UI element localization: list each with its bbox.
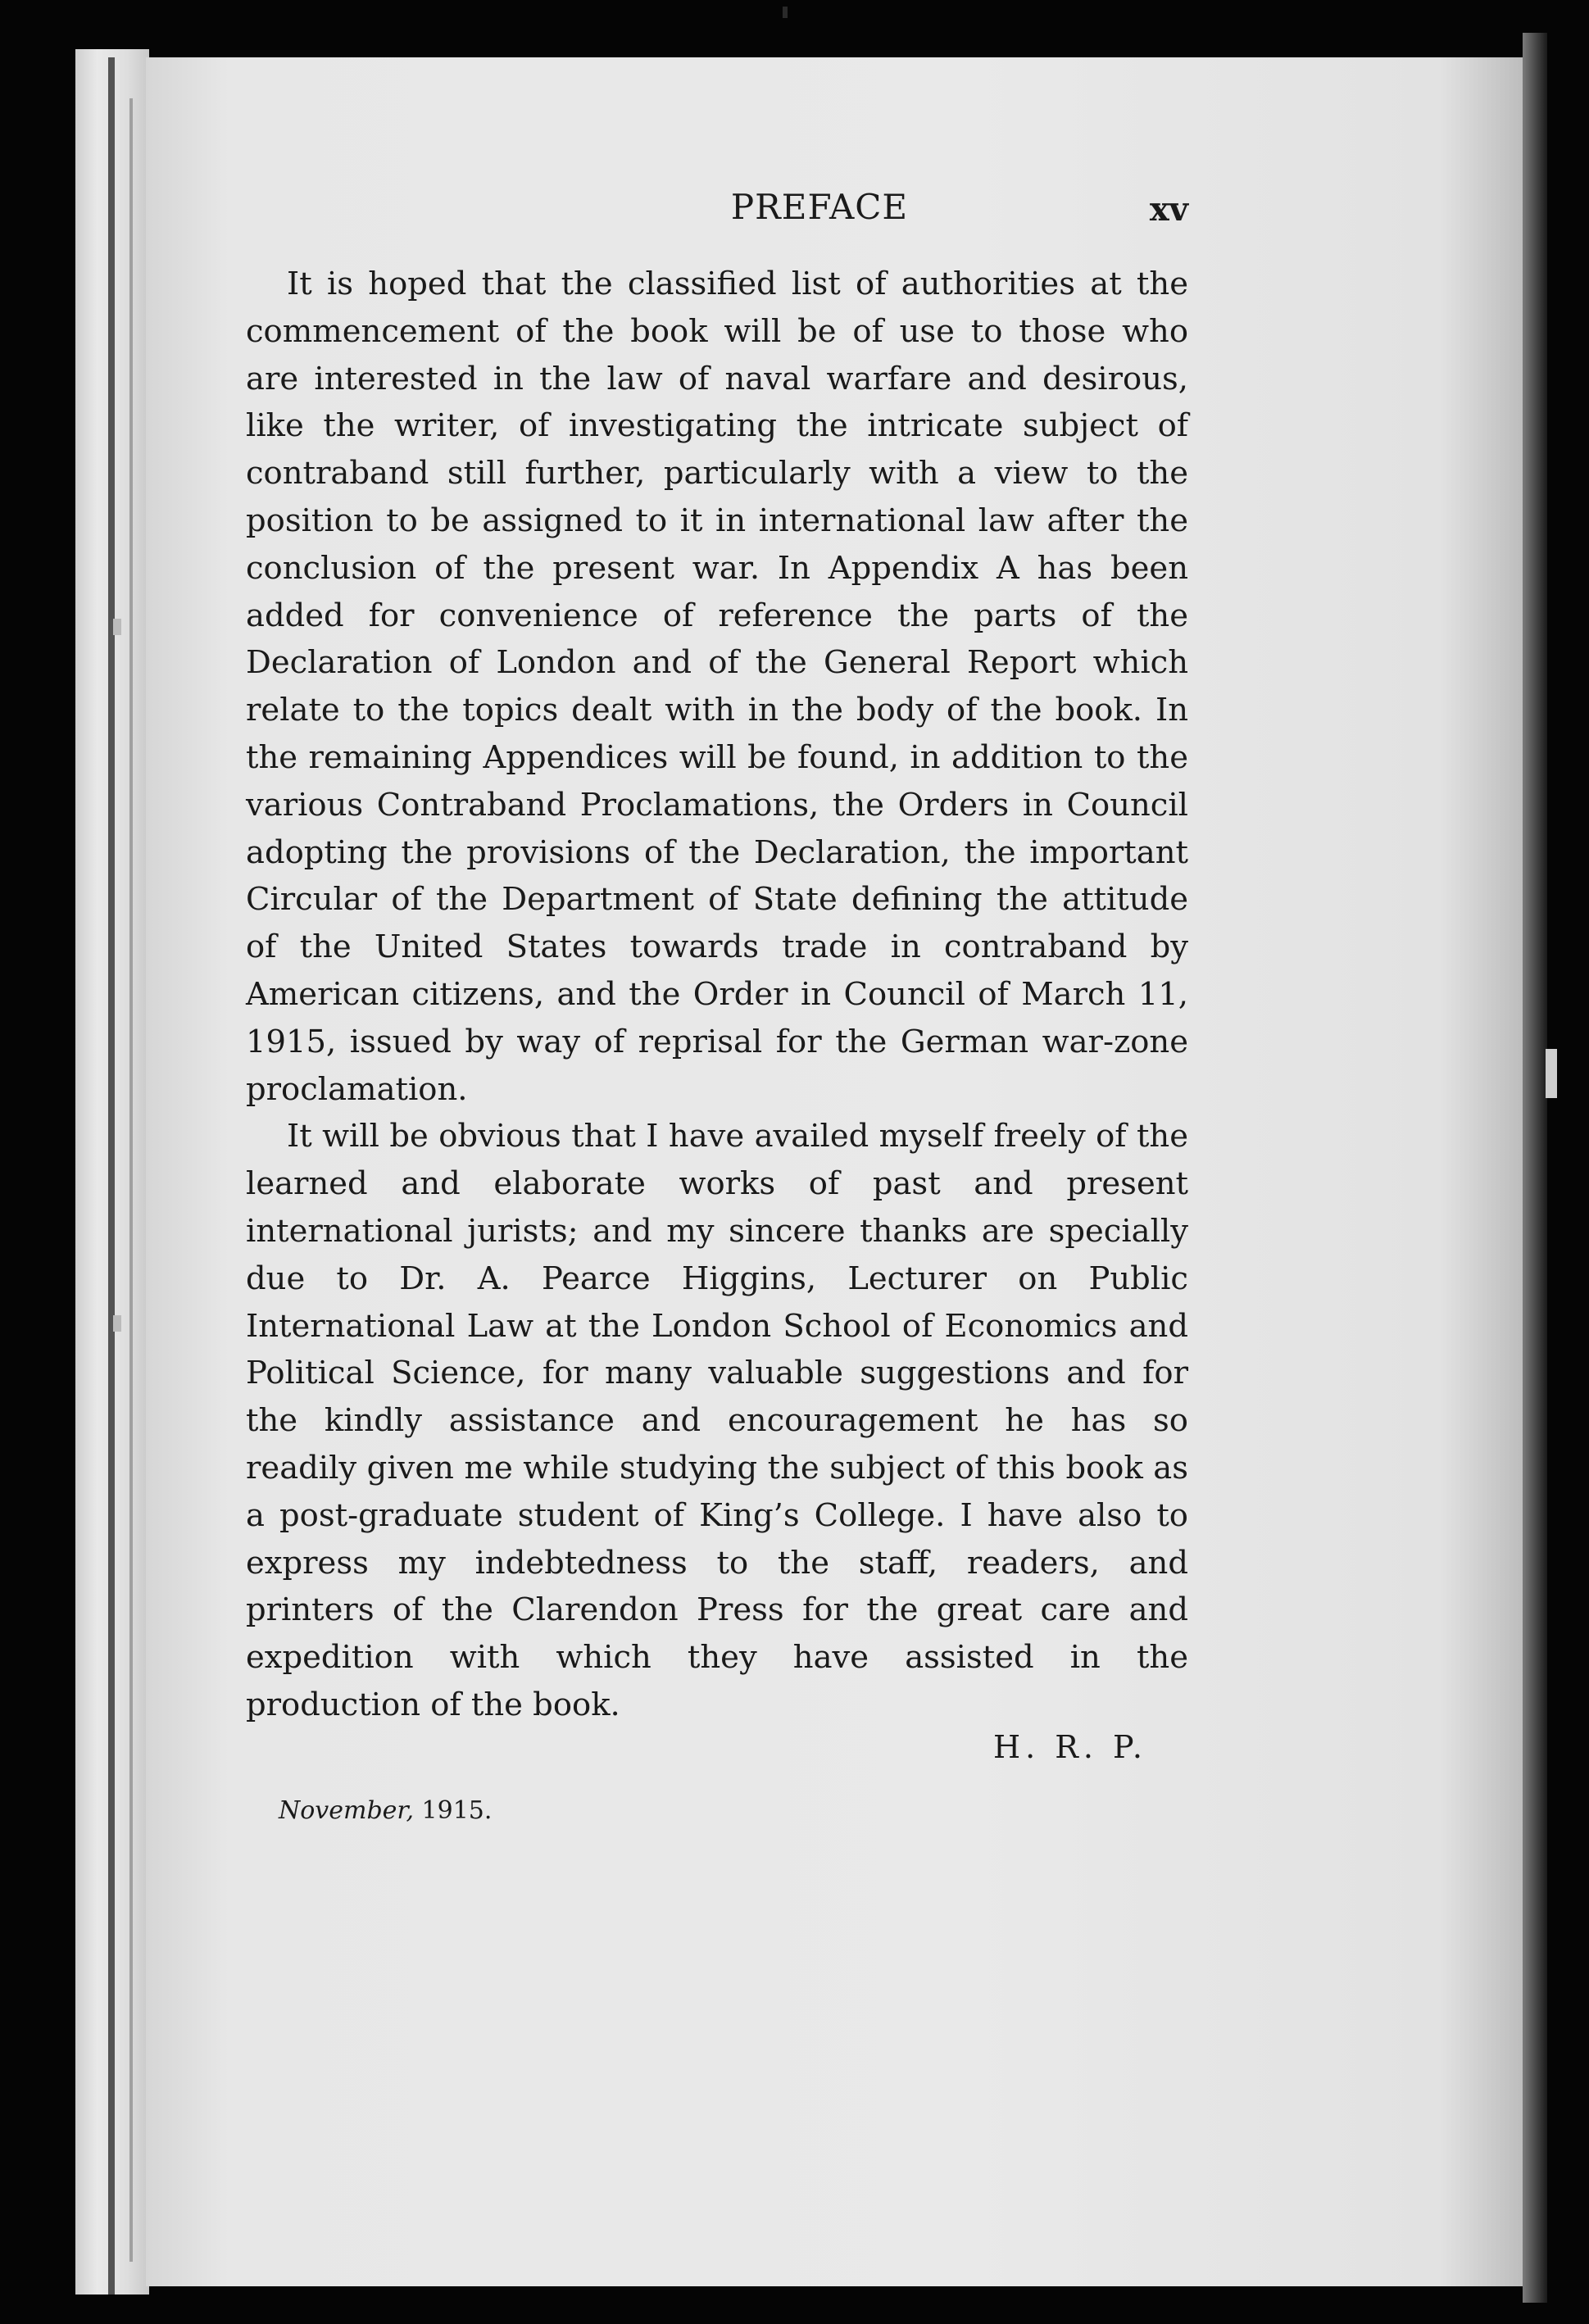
running-head (246, 187, 1188, 244)
date-month: November, (279, 1796, 414, 1825)
scan-artifact (783, 7, 788, 18)
page-edge-shadow (1523, 33, 1547, 2303)
binding-shadow (108, 57, 115, 2294)
date-line (279, 1796, 492, 1825)
scan-artifact (113, 619, 121, 635)
paragraph: It will be obvious that I have availed myself freely of the learned and elaborate works of past and present international jurists; and my sincere thanks are specially due to Dr. A. Pearce Higgins, Lecturer on Public International Law at the London School of Economics and Political Science, for many valuable suggestions and for the kindly assistance and encouragement he has so readily given me while studying the subject of this book as a post-graduate student of King’s College. I have also to express my indebtedness to the staff, readers, and printers of the Clarendon Press for the great care and expedition with which they have assisted in the production of the book. (246, 1118, 1188, 1723)
paragraph: It is hoped that the classified list of authorities at the commencement of the book will be of use to those who are interested in the law of naval warfare and desirous, like the writer, of investigating the intricate subject of contraband still further, particularly with a view to the position to be assigned to it in international law after the conclusion of the present war. In Appendix A has been added for convenience of reference the parts of the Declaration of London and of the General Report which relate to the topics dealt with in the body of the book. In the remaining Appendices will be found, in addition to the various Contraband Proclamations, the Orders in Council adopting the provisions of the Declaration, the important Circular of the Department of State defining the attitude of the United States towards trade in contraband by American citizens, and the Order in Council of March 11, 1915, issued by way of reprisal for the German war-zone proclamation. (246, 266, 1188, 1108)
scan-artifact (113, 1315, 121, 1332)
page-title: PREFACE (730, 187, 909, 227)
page-number: xv (1149, 190, 1188, 229)
binding-line (129, 98, 133, 2262)
scan-artifact (1546, 1049, 1557, 1098)
author-initials: H. R. P. (992, 1729, 1147, 1765)
preface-body (246, 261, 1188, 1729)
date-year: 1915. (421, 1796, 493, 1825)
